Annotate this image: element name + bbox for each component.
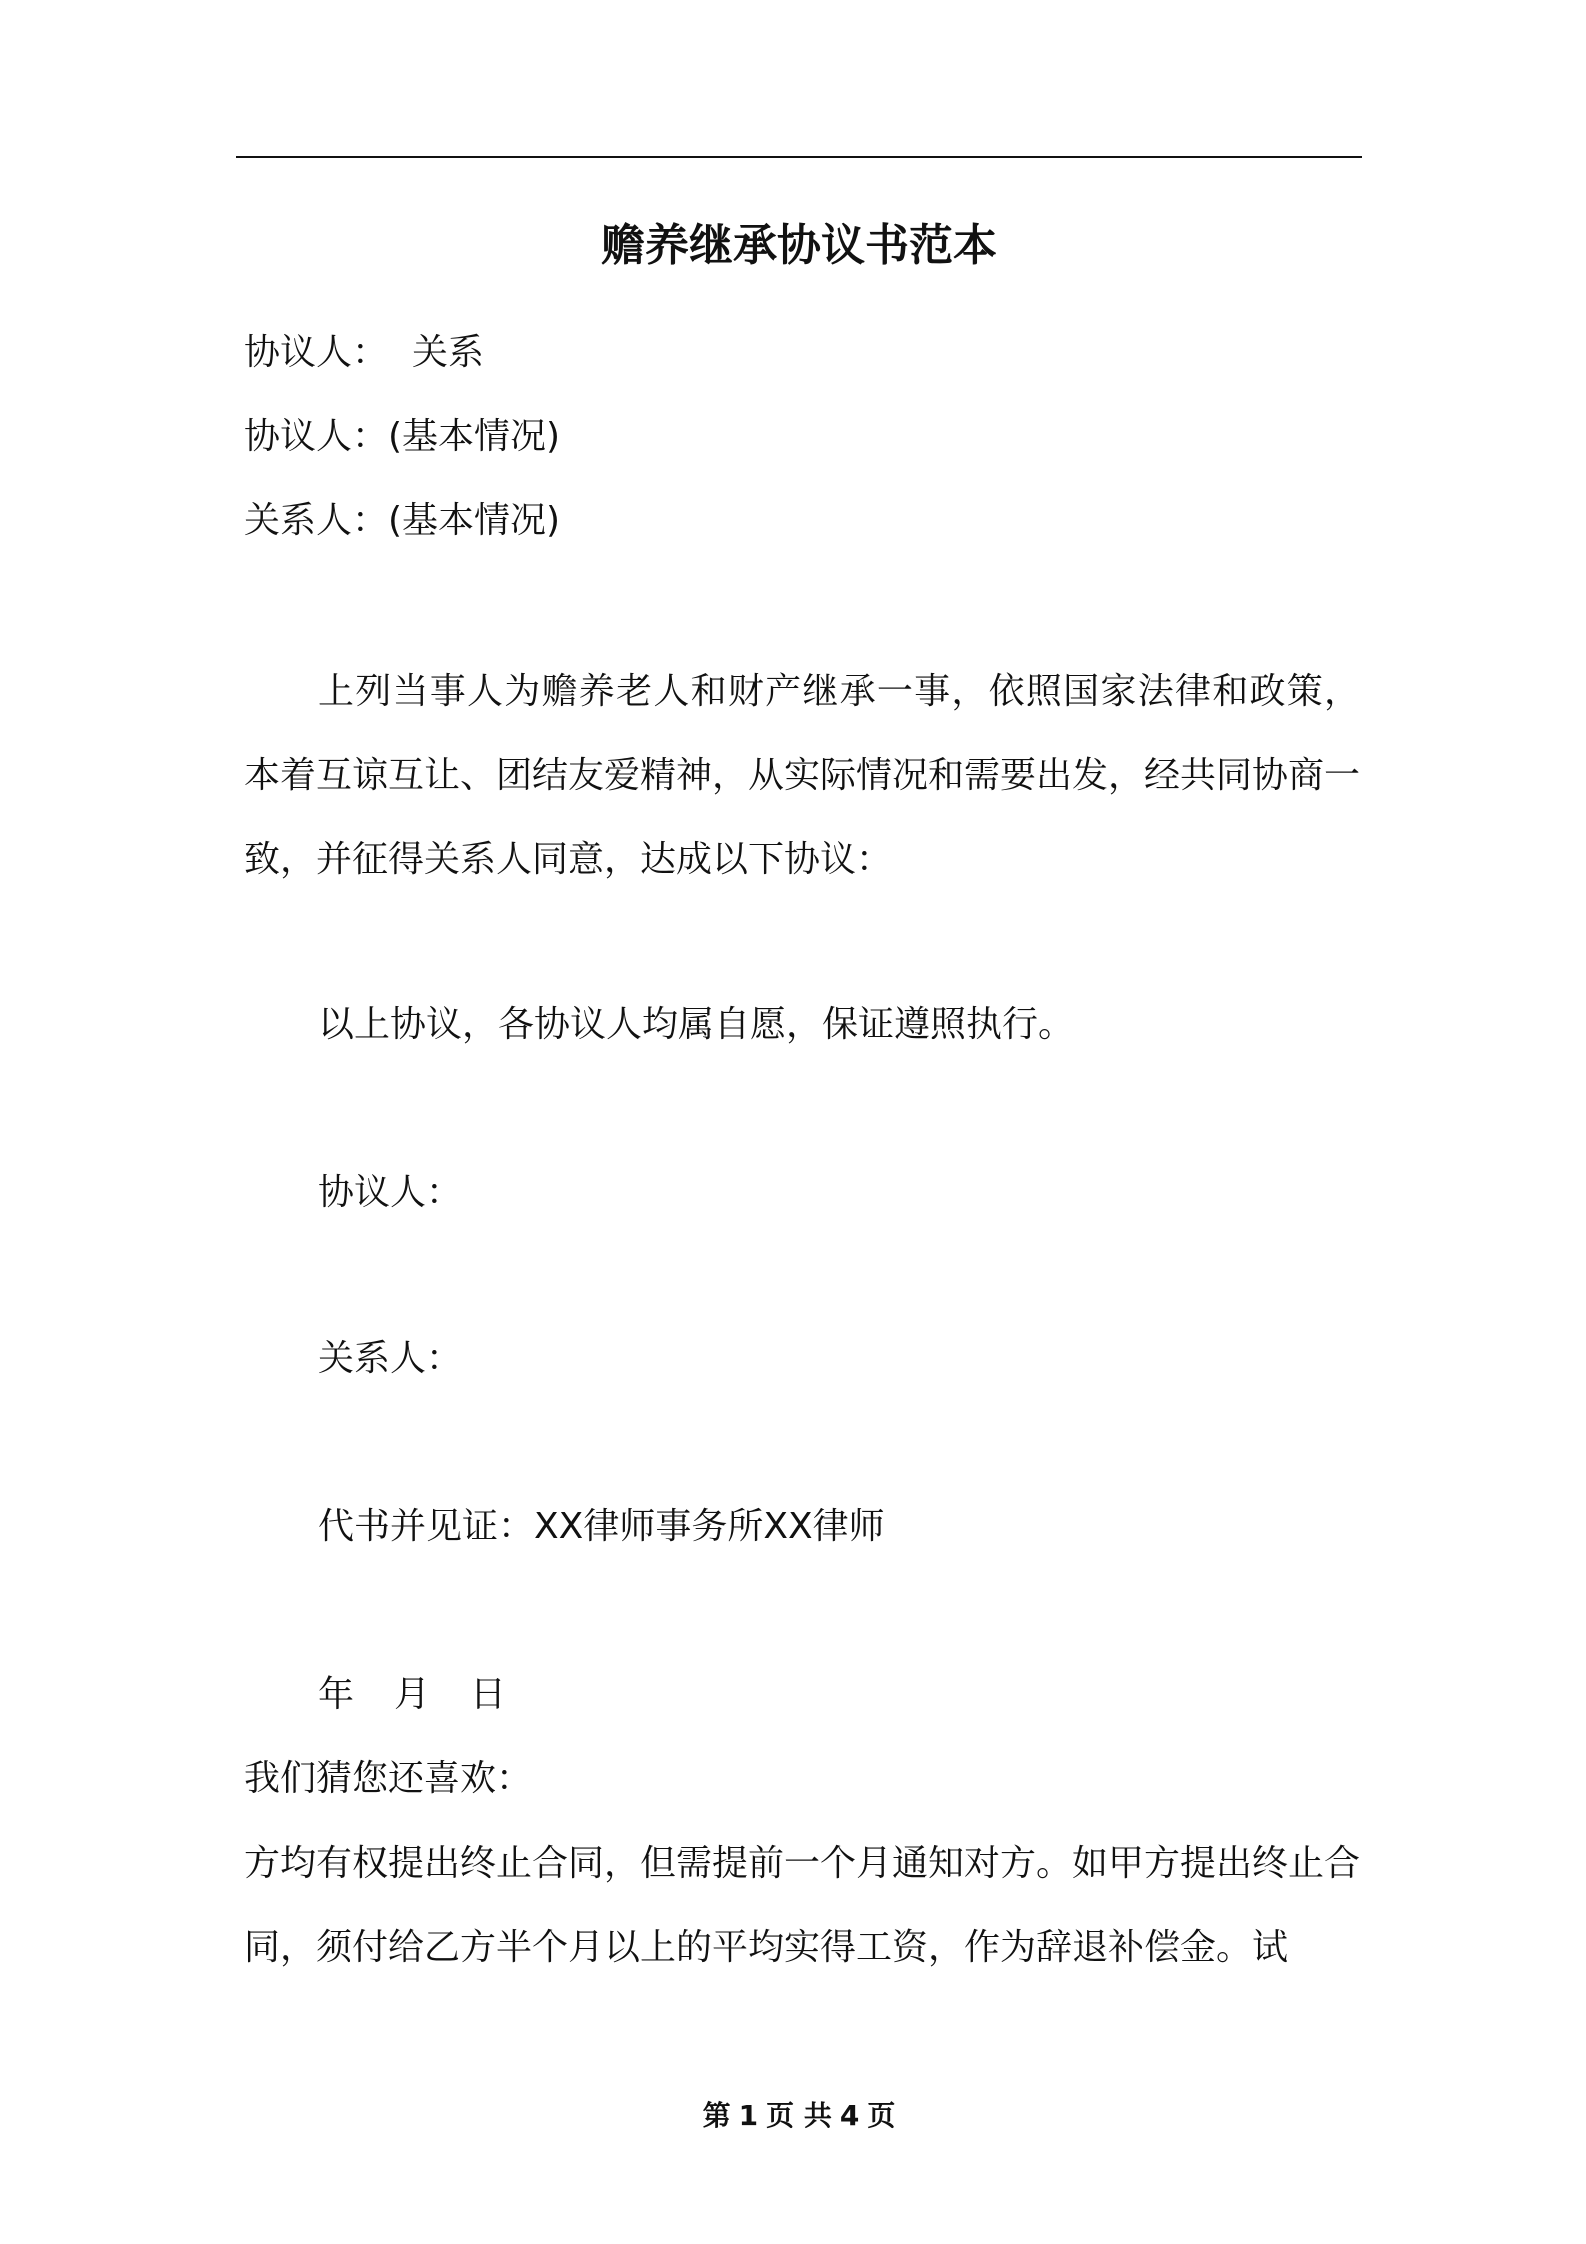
document-title: 赡养继承协议书范本 xyxy=(601,220,997,271)
party-line-1 xyxy=(244,328,484,378)
party-line-2 xyxy=(244,412,560,462)
intro-paragraph: 上列当事人为赡养老人和财产继承一事，依照国家法律和政策，本着互谅互让、团结友爱精神，从实际情况和需要出发，经共同协商一致，并征得关系人同意，达成以下协议： xyxy=(244,671,1361,880)
recommend-paragraph: 方均有权提出终止合同，但需提前一个月通知对方。如甲方提出终止合同，须付给乙方半个月以上的平均实得工资，作为辞退补偿金。试 xyxy=(244,1843,1361,1968)
party-value: (基本情况) xyxy=(388,416,561,457)
footer-suffix: 页 xyxy=(867,2099,896,2132)
related-party-line xyxy=(244,496,560,546)
party-label: 协议人： xyxy=(244,332,389,373)
header-rule xyxy=(236,156,1362,158)
footer-middle: 页 共 xyxy=(766,2099,832,2132)
footer-total-pages: 4 xyxy=(839,2099,860,2132)
party-value: (基本情况) xyxy=(388,500,561,541)
footer-prefix: 第 xyxy=(702,2099,731,2132)
party-label: 关系人： xyxy=(244,500,389,541)
footer-current-page: 1 xyxy=(738,2099,759,2132)
date-year: 年 xyxy=(318,1674,355,1715)
date-day: 日 xyxy=(470,1674,507,1715)
closing-statement: 以上协议，各协议人均属自愿，保证遵照执行。 xyxy=(318,1004,1075,1045)
party-label: 协议人： xyxy=(244,416,389,457)
date-line xyxy=(318,1670,506,1720)
page-footer xyxy=(236,2096,1362,2136)
recommend-heading: 我们猜您还喜欢： xyxy=(244,1758,533,1799)
related-signature-label: 关系人： xyxy=(318,1338,463,1379)
date-month: 月 xyxy=(394,1674,431,1715)
party-value: 关系 xyxy=(412,332,485,373)
witness-line: 代书并见证：XX律师事务所XX律师 xyxy=(318,1506,885,1547)
party-signature-label: 协议人： xyxy=(318,1172,463,1213)
